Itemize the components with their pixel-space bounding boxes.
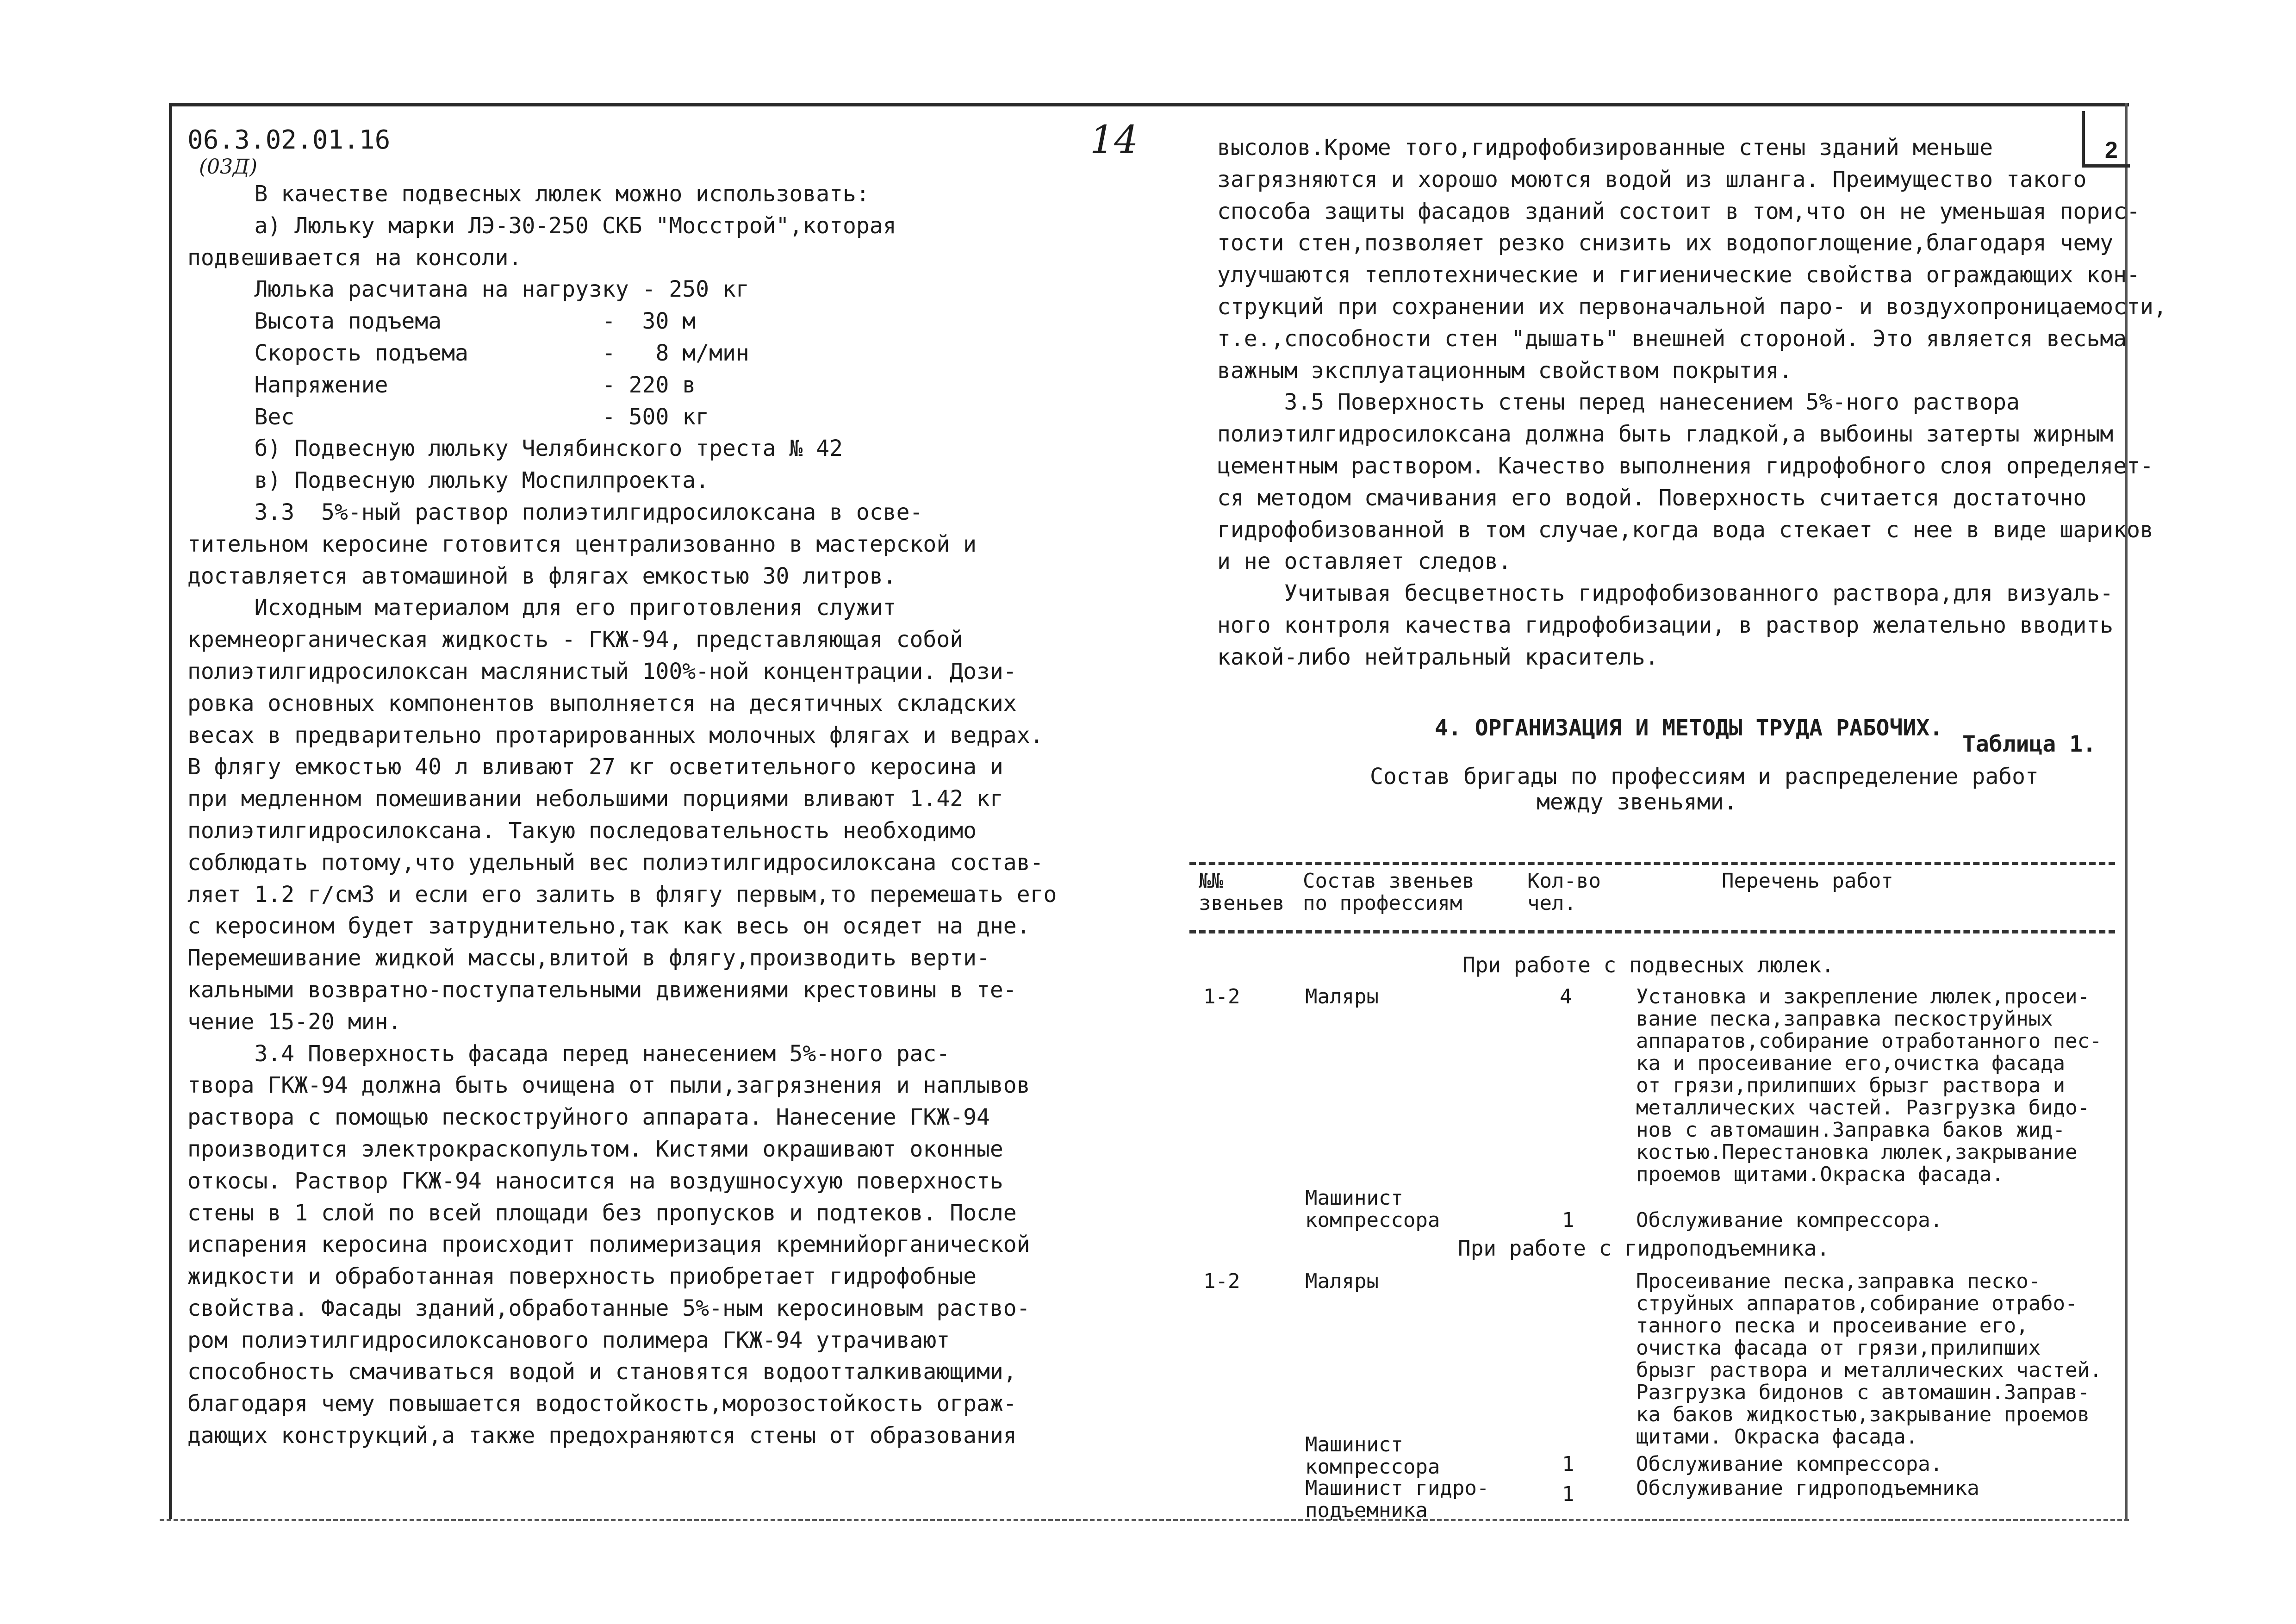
text-line: способа защиты фасадов зданий состоит в том,что он не уменьшая порис- [1217, 198, 2140, 224]
sheet-number-handwritten: 14 [1090, 118, 1139, 162]
text-line: цементным раствором. Качество выполнения гидрофобного слоя определяет- [1217, 453, 2153, 479]
text-line: кальными возвратно-поступательными движениями крестовины в те- [187, 977, 1017, 1003]
table-section-suspended-cradles: При работе с подвесных люлек. [1462, 952, 1835, 977]
text-line: загрязняются и хорошо моются водой из шланга. Преимущество такого [1217, 166, 2087, 193]
text-line: Вес - 500 кг [187, 404, 709, 430]
page-number: 2 [2105, 137, 2118, 163]
table-caption-line2: между звеньями. [1537, 789, 1737, 815]
text-line: соблюдать потому,что удельный вес полиэтилгидросилоксана состав- [187, 849, 1044, 876]
table-row-4-works: Обслуживание компрессора. [1636, 1452, 1943, 1476]
table-header-count: Кол-во чел. [1527, 869, 1601, 915]
text-line: и не оставляет следов. [1217, 548, 1512, 575]
text-line: доставляется автомашиной в флягах емкостью 30 литров. [187, 563, 896, 589]
table-label: Таблица 1. [1962, 731, 2096, 757]
right-text-column [1217, 132, 2167, 673]
document-code-note: (03Д) [199, 155, 258, 179]
table-row-4-profession: Машинист компрессора [1305, 1433, 1440, 1479]
text-line: улучшаются теплотехнические и гигиенические свойства ограждающих кон- [1217, 262, 2140, 288]
text-line: ровка основных компонентов выполняется на десятичных складских [187, 690, 1017, 716]
text-line: важным эксплуатационным свойством покрытия. [1217, 357, 1792, 384]
text-line: Скорость подъема - 8 м/мин [187, 340, 749, 366]
table-row-2-profession: Машинист компрессора [1305, 1186, 1440, 1232]
text-line: дающих конструкций,а также предохраняются стены от образования [187, 1423, 1017, 1449]
table-rule-top [1189, 862, 2115, 865]
table-row-3-works: Просеивание песка,заправка песко- струйных аппаратов,собирание отрабо- танного песка и просеивание его, очистка фасада от грязи,прилипших брызг раствора и металлических частей. Разгрузка бидонов с автомашин.Заправ- ка баков жидкостью,закрывание проемов щитами. Окраска фасада. [1636, 1269, 2102, 1449]
text-line: твора ГКЖ-94 должна быть очищена от пыли,загрязнения и наплывов [187, 1072, 1030, 1099]
table-row-1-profession: Маляры [1305, 985, 1379, 1008]
text-line: ного контроля качества гидрофобизации, в раствор желательно вводить [1217, 612, 2114, 638]
text-line: Высота подъема - 30 м [187, 308, 696, 335]
document-code: 06.3.02.01.16 [187, 125, 391, 155]
text-line: с керосином будет затруднительно,так как весь он осядет на дне. [187, 913, 1030, 940]
text-line: б) Подвесную люльку Челябинского треста № 42 [187, 436, 843, 462]
page-frame-bottom [160, 1519, 2129, 1521]
text-line: высолов.Кроме того,гидрофобизированные стены зданий меньше [1217, 135, 1993, 161]
table-header-composition: Состав звеньев по профессиям [1303, 869, 1475, 915]
text-line: тости стен,позволяет резко снизить их водопоглощение,благодаря чему [1217, 230, 2114, 256]
text-line: Перемешивание жидкой массы,влитой в флягу,производить верти- [187, 945, 990, 971]
text-line: благодаря чему повышается водостойкость,морозостойкость ограж- [187, 1391, 1017, 1417]
text-line: Учитывая бесцветность гидрофобизованного раствора,для визуаль- [1217, 580, 2114, 607]
text-line: т.е.,способности стен "дышать" внешней стороной. Это является весьма [1217, 325, 2127, 352]
text-line: ся методом смачивания его водой. Поверхность считается достаточно [1217, 485, 2087, 511]
text-line: полиэтилгидросилоксан маслянистый 100%-ной концентрации. Дози- [187, 658, 1017, 684]
text-line: В качестве подвесных люлек можно использовать: [187, 181, 870, 207]
text-line: полиэтилгидросилоксана. Такую последовательность необходимо [187, 817, 977, 844]
table-header-num: №№ звеньев [1199, 869, 1285, 915]
text-line: ром полиэтилгидросилоксанового полимера ГКЖ-94 утрачивают [187, 1327, 950, 1353]
text-line: а) Люльку марки ЛЭ-30-250 СКБ "Мосстрой",которая [187, 212, 896, 239]
section-heading: 4. ОРГАНИЗАЦИЯ И МЕТОДЫ ТРУДА РАБОЧИХ. [1435, 715, 1943, 741]
text-line: Исходным материалом для его приготовления служит [187, 595, 896, 621]
text-line: испарения керосина происходит полимеризация кремнийорганической [187, 1232, 1030, 1258]
table-row-1-num: 1-2 [1203, 985, 1240, 1008]
page-frame-left [169, 103, 172, 1519]
text-line: способность смачиваться водой и становятся водоотталкивающими, [187, 1359, 1017, 1385]
table-row-1-count: 4 [1560, 985, 1572, 1008]
text-line: 3.4 Поверхность фасада перед нанесением 5%-ного рас- [187, 1040, 950, 1067]
text-line: раствора с помощью пескоструйного аппарата. Нанесение ГКЖ-94 [187, 1104, 990, 1131]
table-row-4-count: 1 [1562, 1452, 1574, 1476]
page-frame-top [169, 103, 2129, 106]
text-line: В флягу емкостью 40 л вливают 27 кг осветительного керосина и [187, 754, 1003, 780]
text-line: ляет 1.2 г/см3 и если его залить в флягу первым,то перемешать его [187, 881, 1057, 908]
table-row-5-works: Обслуживание гидроподъемника [1636, 1476, 1979, 1500]
text-line: чение 15-20 мин. [187, 1008, 402, 1035]
text-line: весах в предварительно протарированных молочных флягах и ведрах. [187, 722, 1044, 748]
table-row-5-count: 1 [1562, 1482, 1574, 1506]
table-row-2-works: Обслуживание компрессора. [1636, 1208, 1943, 1232]
table-header-works: Перечень работ [1722, 869, 1893, 893]
text-line: полиэтилгидросилоксана должна быть гладкой,а выбоины затерты жирным [1217, 421, 2114, 448]
table-section-hydrolift: При работе с гидроподъемника. [1458, 1236, 1830, 1261]
text-line: гидрофобизованной в том случае,когда вода стекает с нее в виде шариков [1217, 516, 2153, 543]
left-text-column [187, 178, 1057, 1452]
text-line: подвешивается на консоли. [187, 244, 522, 271]
table-row-2-count: 1 [1562, 1208, 1574, 1232]
text-line: 3.3 5%-ный раствор полиэтилгидросилоксана в осве- [187, 499, 923, 525]
table-row-3-num: 1-2 [1203, 1269, 1240, 1293]
text-line: откосы. Раствор ГКЖ-94 наносится на воздушносухую поверхность [187, 1168, 1003, 1194]
text-line: 3.5 Поверхность стены перед нанесением 5%-ного раствора [1217, 389, 2020, 416]
text-line: кремнеорганическая жидкость - ГКЖ-94, представляющая собой [187, 627, 964, 653]
text-line: в) Подвесную люльку Моспилпроекта. [187, 467, 709, 494]
text-line: Люлька расчитана на нагрузку - 250 кг [187, 276, 749, 303]
text-line: при медленном помешивании небольшими порциями вливают 1.42 кг [187, 786, 1003, 812]
text-line: стены в 1 слой по всей площади без пропусков и подтеков. После [187, 1200, 1017, 1226]
text-line: тительном керосине готовится централизованно в мастерской и [187, 531, 977, 557]
text-line: производится электрокраскопультом. Кистями окрашивают оконные [187, 1136, 1003, 1162]
text-line: струкций при сохранении их первоначальной паро- и воздухопроницаемости, [1217, 293, 2167, 320]
table-caption-line1: Состав бригады по профессиям и распределение работ [1370, 764, 2039, 790]
table-row-3-profession: Маляры [1305, 1269, 1379, 1293]
table-rule-header [1189, 930, 2115, 933]
text-line: Напряжение - 220 в [187, 372, 696, 398]
text-line: какой-либо нейтральный краситель. [1217, 644, 1659, 670]
text-line: жидкости и обработанная поверхность приобретает гидрофобные [187, 1263, 977, 1290]
table-row-1-works: Установка и закрепление люлек,просеи- вание песка,заправка пескоструйных аппаратов,собирание отработанного пес- ка и просеивание его,очистка фасада от грязи,прилипших брызг раствора и металлических частей. Разгрузка бидо- нов с автомашин.Заправка баков жид- костью.Перестановка люлек,закрывание проемов щитами.Окраска фасада. [1636, 985, 2102, 1186]
text-line: свойства. Фасады зданий,обработанные 5%-ным керосиновым раство- [187, 1295, 1030, 1321]
table-row-5-profession: Машинист гидро- подъемника [1305, 1476, 1489, 1522]
